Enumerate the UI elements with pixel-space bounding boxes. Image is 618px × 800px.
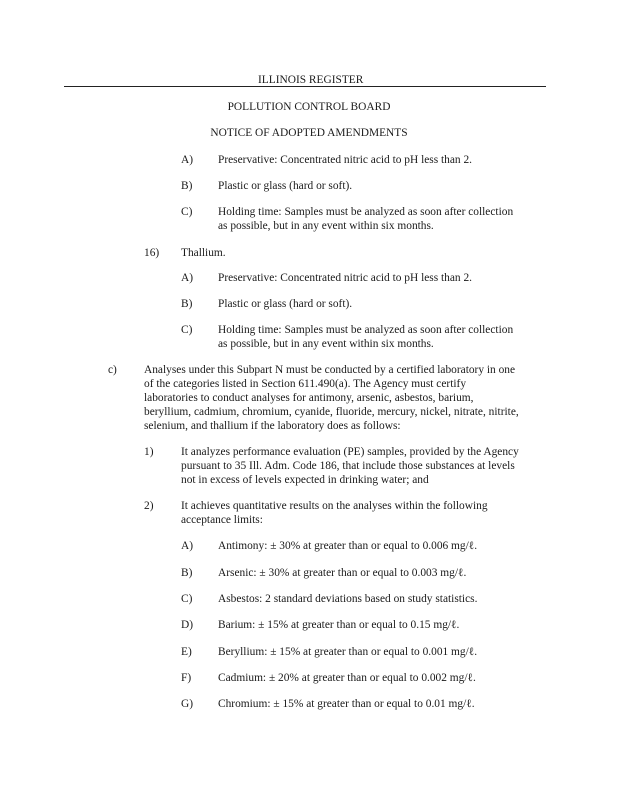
item-label: D): [181, 619, 194, 631]
item-text: Thallium.: [181, 247, 226, 259]
item-text: acceptance limits:: [181, 514, 263, 526]
item-text: as possible, but in any event within six months.: [218, 220, 434, 232]
item-text: laboratories to conduct analyses for antimony, arsenic, asbestos, barium,: [144, 392, 474, 404]
item-text: not in excess of levels expected in drinking water; and: [181, 474, 429, 486]
item-label: 16): [144, 247, 160, 259]
item-label: A): [181, 272, 194, 284]
item-label: C): [181, 206, 193, 218]
item-text: of the categories listed in Section 611.490(a). The Agency must certify: [144, 378, 467, 390]
item-label: c): [108, 364, 117, 376]
board-title: POLLUTION CONTROL BOARD: [227, 101, 391, 113]
item-text: beryllium, cadmium, chromium, cyanide, fluoride, mercury, nickel, nitrate, nitrite,: [144, 406, 519, 418]
item-label: B): [181, 298, 193, 310]
item-text: Preservative: Concentrated nitric acid to pH less than 2.: [218, 154, 472, 166]
item-text: Antimony: ± 30% at greater than or equal to 0.006 mg/ℓ.: [218, 540, 478, 552]
item-text: Asbestos: 2 standard deviations based on study statistics.: [218, 593, 478, 605]
item-text: Preservative: Concentrated nitric acid to pH less than 2.: [218, 272, 472, 284]
item-text: Plastic or glass (hard or soft).: [218, 180, 353, 192]
item-label: B): [181, 567, 193, 579]
item-text: selenium, and thallium if the laboratory does as follows:: [144, 420, 401, 432]
item-label: 2): [144, 500, 154, 512]
item-label: C): [181, 324, 193, 336]
item-label: C): [181, 593, 193, 605]
item-text: Analyses under this Subpart N must be conducted by a certified laboratory in one: [144, 364, 516, 376]
item-text: Beryllium: ± 15% at greater than or equal to 0.001 mg/ℓ.: [218, 646, 478, 658]
item-text: Barium: ± 15% at greater than or equal to 0.15 mg/ℓ.: [218, 619, 460, 631]
item-label: A): [181, 540, 194, 552]
item-text: It analyzes performance evaluation (PE) samples, provided by the Agency: [181, 446, 519, 458]
item-label: G): [181, 698, 194, 710]
notice-title: NOTICE OF ADOPTED AMENDMENTS: [210, 127, 408, 139]
item-text: Chromium: ± 15% at greater than or equal to 0.01 mg/ℓ.: [218, 698, 475, 710]
item-label: E): [181, 646, 192, 658]
register-title: ILLINOIS REGISTER: [258, 74, 364, 86]
item-label: F): [181, 672, 192, 684]
item-text: Arsenic: ± 30% at greater than or equal to 0.003 mg/ℓ.: [218, 567, 467, 579]
item-text: as possible, but in any event within six months.: [218, 338, 434, 350]
item-text: It achieves quantitative results on the analyses within the following: [181, 500, 488, 512]
item-text: Holding time: Samples must be analyzed as soon after collection: [218, 324, 514, 336]
item-label: 1): [144, 446, 154, 458]
item-text: Cadmium: ± 20% at greater than or equal to 0.002 mg/ℓ.: [218, 672, 476, 684]
item-label: B): [181, 180, 193, 192]
item-text: Holding time: Samples must be analyzed as soon after collection: [218, 206, 514, 218]
item-text: Plastic or glass (hard or soft).: [218, 298, 353, 310]
item-label: A): [181, 154, 194, 166]
header-rule: [64, 86, 546, 87]
item-text: pursuant to 35 Ill. Adm. Code 186, that include those substances at levels: [181, 460, 515, 472]
